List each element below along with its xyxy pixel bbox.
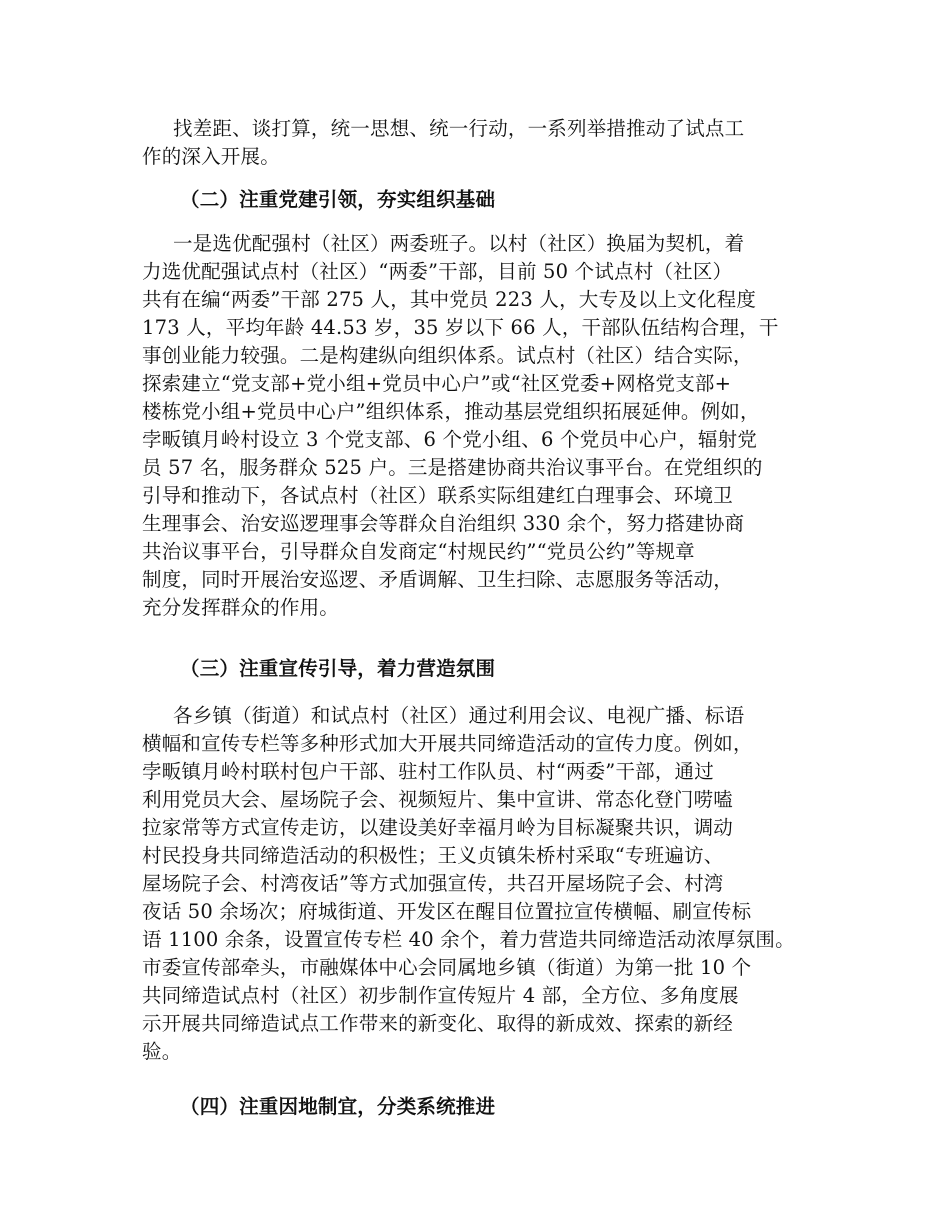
paragraph-line: 验。 xyxy=(142,1040,182,1063)
paragraph-line: 事创业能力较强。二是构建纵向组织体系。试点村（社区）结合实际， xyxy=(142,344,753,367)
paragraph-line: 引导和推动下，各试点村（社区）联系实际组建红白理事会、环境卫 xyxy=(142,484,734,507)
paragraph-line: 173 人，平均年龄 44.53 岁，35 岁以下 66 人，干部队伍结构合理，干 xyxy=(142,316,779,339)
paragraph-line: 生理事会、治安巡逻理事会等群众自治组织 330 余个，努力搭建协商 xyxy=(142,512,745,535)
section-heading: （四）注重因地制宜，分类系统推进 xyxy=(180,1095,496,1118)
paragraph-line: 找差距、谈打算，统一思想、统一行动，一系列举措推动了试点工 xyxy=(173,117,745,140)
paragraph-line: 孛畈镇月岭村设立 3 个党支部、6 个党小组、6 个党员中心户，辐射党 xyxy=(142,428,758,451)
paragraph-line: 一是选优配强村（社区）两委班子。以村（社区）换届为契机，着 xyxy=(173,232,745,255)
paragraph-line: 拉家常等方式宣传走访，以建设美好幸福月岭为目标凝聚共识，调动 xyxy=(142,816,734,839)
paragraph-line: 语 1100 余条，设置宣传专栏 40 余个，着力营造共同缔造活动浓厚氛围。 xyxy=(142,928,795,951)
paragraph-line: 共治议事平台，引导群众自发商定“村规民约”“党员公约”等规章 xyxy=(142,540,695,563)
paragraph-line: 各乡镇（街道）和试点村（社区）通过利用会议、电视广播、标语 xyxy=(173,704,745,727)
section-heading: （三）注重宣传引导，着力营造氛围 xyxy=(180,657,496,680)
paragraph-line: 楼栋党小组+党员中心户”组织体系，推动基层党组织拓展延伸。例如， xyxy=(142,400,760,423)
paragraph-line: 孛畈镇月岭村联村包户干部、驻村工作队员、村“两委”干部，通过 xyxy=(142,760,714,783)
paragraph-line: 探索建立“党支部+党小组+党员中心户”或“社区党委+网格党支部+ xyxy=(142,372,732,395)
paragraph-line: 夜话 50 余场次；府城街道、开发区在醒目位置拉宣传横幅、刷宣传标 xyxy=(142,900,752,923)
paragraph-line: 屋场院子会、村湾夜话”等方式加强宣传，共召开屋场院子会、村湾 xyxy=(142,872,724,895)
paragraph-line: 利用党员大会、屋场院子会、视频短片、集中宣讲、常态化登门唠嗑 xyxy=(142,788,734,811)
paragraph-line: 村民投身共同缔造活动的积极性；王义贞镇朱桥村采取“专班遍访、 xyxy=(142,844,724,867)
paragraph-line: 示开展共同缔造试点工作带来的新变化、取得的新成效、探索的新经 xyxy=(142,1012,734,1035)
paragraph-line: 共有在编“两委”干部 275 人，其中党员 223 人，大专及以上文化程度 xyxy=(142,288,757,311)
paragraph-line: 充分发挥群众的作用。 xyxy=(142,596,340,619)
section-heading: （二）注重党建引领，夯实组织基础 xyxy=(180,188,496,211)
paragraph-line: 横幅和宣传专栏等多种形式加大开展共同缔造活动的宣传力度。例如， xyxy=(142,732,753,755)
paragraph-line: 市委宣传部牵头，市融媒体中心会同属地乡镇（街道）为第一批 10 个 xyxy=(142,956,752,979)
paragraph-line: 作的深入开展。 xyxy=(142,145,280,168)
paragraph-line: 制度，同时开展治安巡逻、矛盾调解、卫生扫除、志愿服务等活动， xyxy=(142,568,734,591)
paragraph-line: 共同缔造试点村（社区）初步制作宣传短片 4 部，全方位、多角度展 xyxy=(142,984,739,1007)
paragraph-line: 员 57 名，服务群众 525 户。三是搭建协商共治议事平台。在党组织的 xyxy=(142,456,763,479)
paragraph-line: 力选优配强试点村（社区）“两委”干部，目前 50 个试点村（社区） xyxy=(142,260,733,283)
